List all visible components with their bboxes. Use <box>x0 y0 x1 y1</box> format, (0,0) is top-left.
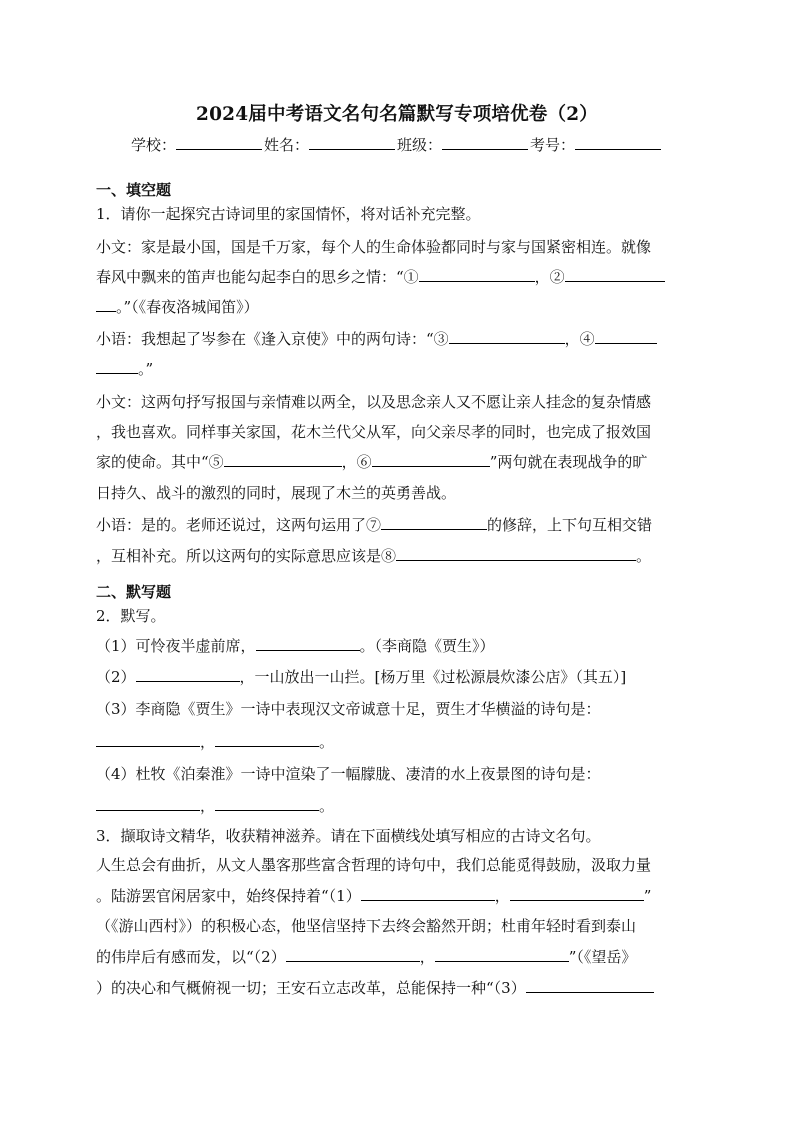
comma: ， <box>200 797 216 815</box>
dialogue-text: 家的使命。其中“⑤ <box>96 453 224 471</box>
dictation-text: （1）可怜夜半虚前席， <box>96 637 256 655</box>
dictation-item-3: （3）李商隐《贾生》一诗中表现汉文帝诚意十足，贾生才华横溢的诗句是： <box>96 700 601 718</box>
q3-text: ”（《望岳》 <box>568 948 637 966</box>
dictation-text: （2） <box>96 668 136 686</box>
dictation-blank-2[interactable] <box>136 665 240 682</box>
dialogue-text: ，④ <box>564 330 595 348</box>
dialogue-text: 。” <box>138 360 154 378</box>
q3-blank-3[interactable] <box>526 976 654 993</box>
dialogue-text: 小语：是的。老师还说过，这两句运用了⑦ <box>96 516 382 534</box>
dialogue-line: 小文：这两句抒写报国与亲情难以两全，以及思念亲人又不愿让亲人挂念的复杂情感 <box>96 393 652 411</box>
q3-text: ）的决心和气概俯视一切；王安石立志改革，总能保持一种“（3） <box>96 979 526 997</box>
dictation-item-3-answer <box>96 730 700 754</box>
answer-blank-5[interactable] <box>224 450 342 467</box>
dialogue-line: 小文：家是最小国，国是千万家，每个人的生命体验都同时与家与国紧密相连。就像 <box>96 238 652 256</box>
question-3-line: （《游山西村》）的积极心态，他坚信坚持下去终会豁然开朗；杜甫年轻时看到泰山 <box>96 917 637 935</box>
section-heading-fill-in: 一、填空题 <box>96 181 172 199</box>
name-blank[interactable] <box>309 133 395 150</box>
page-title: 2024届中考语文名句名篇默写专项培优卷（2） <box>196 104 598 125</box>
answer-blank-7[interactable] <box>381 513 487 530</box>
comma: ， <box>419 948 435 966</box>
q3-text: 。陆游罢官闲居家中，始终保持着“（1） <box>96 887 361 905</box>
dialogue-text: 小语：我想起了岑参在《逢入京使》中的两句诗：“③ <box>96 330 449 348</box>
answer-blank-4-cont[interactable] <box>96 357 138 374</box>
q3-blank-2b[interactable] <box>435 945 569 962</box>
exam-number-label: 考号： <box>530 136 576 154</box>
q3-blank-1b[interactable] <box>510 884 644 901</box>
dictation-item-2 <box>96 665 700 689</box>
q3-blank-1a[interactable] <box>361 884 495 901</box>
dictation-text: ，一山放出一山拦。[杨万里《过松源晨炊漆公店》（其五）] <box>239 668 627 686</box>
question-3-stem: 3．撷取诗文精华，收获精神滋养。请在下面横线处填写相应的古诗文名句。 <box>96 827 601 845</box>
dictation-blank-3b[interactable] <box>215 730 319 747</box>
question-3-line <box>96 884 700 908</box>
answer-blank-2[interactable] <box>565 265 665 282</box>
question-3-line <box>96 976 700 1000</box>
period: 。 <box>319 797 335 815</box>
answer-blank-6[interactable] <box>372 450 490 467</box>
dictation-item-1 <box>96 634 700 658</box>
dictation-text: 。（李商隐《贾生》） <box>359 637 495 655</box>
class-label: 班级： <box>397 136 443 154</box>
period: 。 <box>319 733 335 751</box>
dialogue-line: 日持久、战斗的激烈的同时，展现了木兰的英勇善战。 <box>96 484 457 502</box>
dialogue-text: ，互相补充。所以这两句的实际意思应该是⑧ <box>96 547 397 565</box>
dictation-item-4: （4）杜牧《泊秦淮》一诗中渲染了一幅朦胧、凄清的水上夜景图的诗句是： <box>96 765 601 783</box>
dialogue-text: ”两句就在表现战争的旷 <box>489 453 648 471</box>
answer-blank-2-cont[interactable] <box>96 295 116 312</box>
dictation-blank-3a[interactable] <box>96 730 200 747</box>
dialogue-line <box>96 544 700 568</box>
question-2-stem: 2．默写。 <box>96 607 166 625</box>
school-label: 学校： <box>130 136 176 154</box>
student-info-row <box>0 133 794 157</box>
dialogue-text: 的修辞，上下句互相交错 <box>487 516 653 534</box>
quote-close: ” <box>643 887 652 905</box>
dialogue-text: 春风中飘来的笛声也能勾起李白的思乡之情：“① <box>96 268 419 286</box>
dictation-blank-4b[interactable] <box>215 794 319 811</box>
q3-blank-2a[interactable] <box>286 945 420 962</box>
dialogue-line <box>96 513 700 537</box>
section-heading-dictation: 二、默写题 <box>96 583 172 601</box>
q3-text: 的伟岸后有感而发，以“（2） <box>96 948 286 966</box>
dialogue-line: ，我也喜欢。同样事关家国，花木兰代父从军，向父亲尽孝的同时，也完成了报效国 <box>96 423 652 441</box>
dictation-blank-1[interactable] <box>256 634 360 651</box>
school-blank[interactable] <box>176 133 262 150</box>
dialogue-line <box>96 295 700 319</box>
answer-blank-8[interactable] <box>396 544 636 561</box>
dialogue-text: 。”（《春夜洛城闻笛》） <box>116 298 259 316</box>
dialogue-line <box>96 327 700 351</box>
comma: ， <box>494 887 510 905</box>
name-label: 姓名： <box>263 136 309 154</box>
answer-blank-4[interactable] <box>595 327 657 344</box>
class-blank[interactable] <box>442 133 528 150</box>
dialogue-line <box>96 450 700 474</box>
answer-blank-1[interactable] <box>419 265 535 282</box>
dialogue-line <box>96 357 700 381</box>
comma: ， <box>200 733 216 751</box>
dialogue-text: ，⑥ <box>341 453 372 471</box>
exam-number-blank[interactable] <box>575 133 661 150</box>
question-3-line <box>96 945 700 969</box>
dialogue-text: 。 <box>636 547 652 565</box>
dialogue-line <box>96 265 700 289</box>
question-3-line: 人生总会有曲折，从文人墨客那些富含哲理的诗句中，我们总能觅得鼓励，汲取力量 <box>96 856 652 874</box>
dictation-blank-4a[interactable] <box>96 794 200 811</box>
dictation-item-4-answer <box>96 794 700 818</box>
dialogue-text: ，② <box>534 268 565 286</box>
question-1-stem: 1．请你一起探究古诗词里的家国情怀，将对话补充完整。 <box>96 205 481 223</box>
answer-blank-3[interactable] <box>449 327 565 344</box>
